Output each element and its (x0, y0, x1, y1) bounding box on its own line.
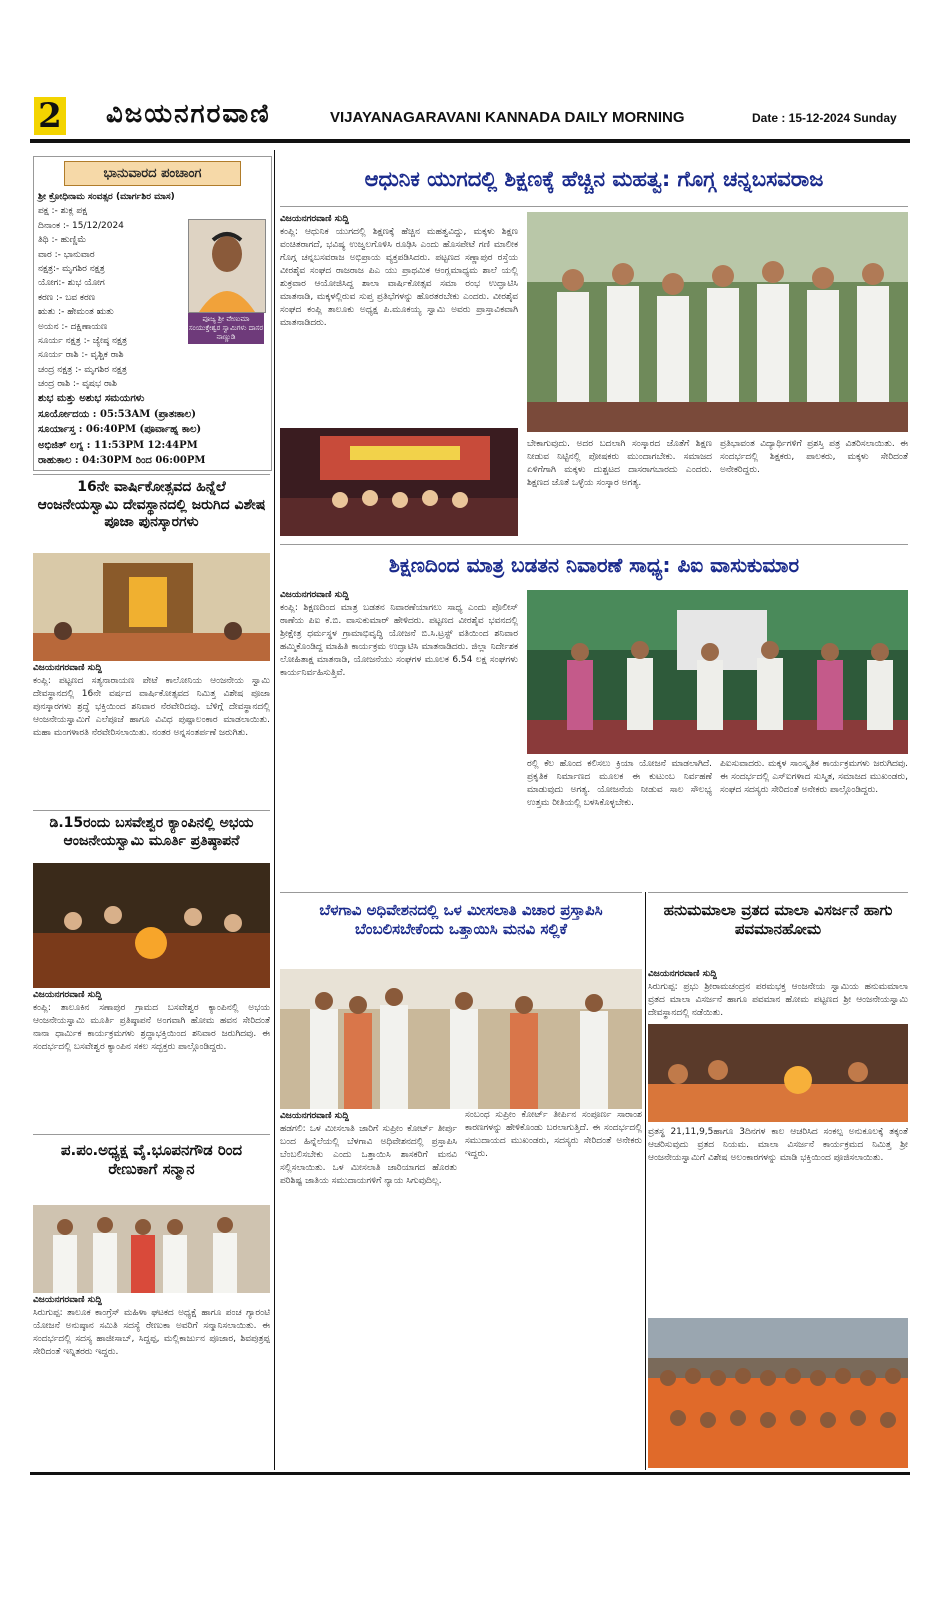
article-renuka-felicitation (33, 1134, 270, 1469)
article-education-text-left (280, 212, 518, 426)
article-body: ಕಂಪ್ಲಿ: ತಾಲೂಕಿನ ಸಣಾಪುರ ಗ್ರಾಮದ ಬಸವೇಶ್ವರ ಕ್ಯಾಂಪಿನಲ್ಲಿ ಅಭಯ ಆಂಜನೇಯಸ್ವಾಮಿ ಮೂರ್ತಿ ಪ್ರತಿಷ್ಠಾಪನೆ ಅಂಗವಾಗಿ ಹೋಮ ಹವನ ಸೇರಿದಂತೆ ನಾನಾ ಧಾರ್ಮಿಕ ಕಾರ್ಯಕ್ರಮಗಳು ಶ್ರದ್ಧಾಭಕ್ತಿಯಿಂದ ಶನಿವಾರ ಜರುಗಿದವು. ಈ ಸಂದರ್ಭದಲ್ಲಿ ಬಸವೇಶ್ವರ ಕ್ಯಾಂಪಿನ ಸಕಲ ಸದ್ಭಕ್ತರು ಪಾಲ್ಗೊಂಡಿದ್ದರು. (33, 1003, 270, 1053)
panchanga-line: ವಾರ :- ಭಾನುವಾರ (38, 249, 95, 260)
article-poverty-headline-box (280, 544, 908, 585)
article-byline: ವಿಜಯನಗರವಾಣಿ ಸುದ್ದಿ (280, 1111, 349, 1121)
page-number: 2 (34, 97, 66, 135)
article-headline: ಬೆಳಗಾವಿ ಅಧಿವೇಶನದಲ್ಲಿ ಒಳ ಮೀಸಲಾತಿ ವಿಚಾರ ಪ್ರಸ್ತಾಪಿಸಿ ಬೆಂಬಲಿಸಬೇಕೆಂದು ಒತ್ತಾಯಿಸಿ ಮನವಿ ಸಲ್ಲಿಕೆ (319, 901, 603, 938)
panchanga-line: ಸೂರ್ಯ ರಾಶಿ :- ವೃಶ್ಚಿಕ ರಾಶಿ (38, 350, 124, 361)
panchanga-line: ಶ್ರೀ ಕ್ರೋಧಿನಾಮ ಸಂವತ್ಸರ (ಮಾರ್ಗಶಿರ ಮಾಸ) (38, 192, 175, 202)
panchanga-line: ನಕ್ಷತ್ರ:- ಮೃಗಶಿರ ನಕ್ಷತ್ರ (38, 263, 105, 274)
page-bottom-rule (30, 1472, 910, 1475)
photo-lamp-lighting (527, 212, 908, 432)
article-byline: ವಿಜಯನಗರವಾಣಿ ಸುದ್ದಿ (648, 969, 717, 979)
article-poverty-text-left (280, 588, 518, 888)
article-byline: ವಿಜಯನಗರವಾಣಿ ಸುದ್ದಿ (280, 590, 349, 600)
newspaper-title-kannada: ವಿಜಯನಗರವಾಣಿ (106, 99, 271, 129)
photo-homa-ritual (33, 863, 270, 988)
masthead (30, 95, 910, 143)
article-body: ಸಿರುಗುಪ್ಪ: ತಾಲೂಕ ಕಾಂಗ್ರೆಸ್ ಮಹಿಳಾ ಘಟಕದ ಅಧ್ಯಕ್ಷೆ ಹಾಗೂ ಪಂಚ ಗ್ಯಾರಂಟಿ ಯೋಜನೆ ಅನುಷ್ಠಾನ ಸಮಿತಿ ಸದಸ್ಯೆ ರೇಣುಕಾ ಅವರಿಗೆ ಸನ್ಮಾನಿಸಲಾಯಿತು. ಈ ಸಂದರ್ಭದಲ್ಲಿ ಸದಸ್ಯ ಹಾಜೀಸಾಬ್, ಸಿದ್ದಪ್ಪ, ಮಲ್ಲಿಕಾರ್ಜುನ ಪೂಜಾರ, ಶಿವಪುತ್ರಪ್ಪ ಸೇರಿದಂತೆ ಇನ್ನಿತರರು ಇದ್ದರು. (33, 1308, 270, 1358)
panchanga-title: ಭಾನುವಾರದ ಪಂಚಾಂಗ (64, 161, 241, 186)
article-body: ರಲ್ಲಿ ಕೆಲ ಹೊಂದ ಕಲಿಸಲು ಕ್ರಿಯಾ ಯೋಜನೆ ಮಾಡಲಾಗಿದೆ. ಪ್ರಕೃತಿಕ ನಿರ್ಮಾಣದ ಮೂಲಕ ಈ ಕುಟುಂಬ ನಿರ್ವಹಣೆ ಮಾಡುವುದು ಅಗತ್ಯ. ಯೋಜನೆಯ ನೀಡುವ ಸಾಲ ಸೌಲಭ್ಯ ಉತ್ತಮ ರೀತಿಯಲ್ಲಿ ಬಳಸಿಕೊಳ್ಳಬೇಕು. (527, 759, 712, 809)
article-anjaneya-anniversary (33, 474, 270, 805)
photo-felicitation (33, 1205, 270, 1293)
panchanga-line: ಪಕ್ಷ :- ಶುಕ್ಲ ಪಕ್ಷ (38, 206, 88, 217)
article-anjaneya-installation (33, 810, 270, 1129)
panchanga-timings-heading: ಶುಭ ಮತ್ತು ಅಶುಭ ಸಮಯಗಳು (38, 393, 145, 405)
panchanga-line: ಋತು :- ಹೇಮಂತ ಋತು (38, 307, 114, 318)
panchanga-box (33, 156, 272, 471)
article-body: ಸಂಬಂಧ ಸುಪ್ರೀಂ ಕೋರ್ಟ್ ತೀರ್ಪಿನ ಸಂಪೂರ್ಣ ಸಾರಾಂಶ ಕಾರಣಗಳನ್ನು ಹೇಳಿಕೊಂಡು ಬರಲಾಗುತ್ತಿದೆ. ಈ ಸಂದರ್ಭದಲ್ಲಿ ಸಮುದಾಯದ ಮುಖಂಡರು, ಸದಸ್ಯರು ಸೇರಿದಂತೆ ಅನೇಕರು ಇದ್ದರು. (465, 1110, 642, 1160)
article-headline: ಹನುಮಮಾಲಾ ವ್ರತದ ಮಾಲಾ ವಿಸರ್ಜನೆ ಹಾಗು ಪವಮಾನಹೋಮ (663, 901, 893, 938)
article-poverty-text-mid (527, 758, 712, 888)
article-headline: ಶಿಕ್ಷಣದಿಂದ ಮಾತ್ರ ಬಡತನ ನಿವಾರಣೆ ಸಾಧ್ಯ: ಪಿಐ ವಾಸುಕುಮಾರ (388, 553, 800, 577)
article-education-text-right (720, 438, 908, 540)
article-poverty-text-right (720, 758, 908, 888)
panchanga-line: ಸೂರ್ಯ ನಕ್ಷತ್ರ :- ಜ್ಯೇಷ್ಠ ನಕ್ಷತ್ರ (38, 335, 127, 346)
swamiji-photo (188, 219, 266, 313)
panchanga-line: ಕರಣ :- ಬವ ಕರಣ (38, 292, 96, 303)
article-education-headline-box (280, 156, 908, 207)
photo-temple-pooja (33, 553, 270, 661)
panchanga-line: ದಿನಾಂಕ :- 15/12/2024 (38, 220, 124, 231)
article-body: ಪ್ರತಿಭಾವಂತ ವಿದ್ಯಾರ್ಥಿಗಳಿಗೆ ಪ್ರಶಸ್ತಿ ಪತ್ರ ವಿತರಿಸಲಾಯಿತು. ಈ ಸಂದರ್ಭದಲ್ಲಿ ಶಿಕ್ಷಕರು, ಪಾಲಕರು, ಮಕ್ಕಳು ಸೇರಿದಂತೆ ಅನೇಕರಿದ್ದರು. (720, 439, 908, 476)
panchanga-timing: ಸೂರ್ಯಾಸ್ತ : 06:40PM (ಪೂರ್ವಾಹ್ನ ಕಾಲ) (38, 424, 202, 436)
article-byline: ವಿಜಯನಗರವಾಣಿ ಸುದ್ದಿ (33, 990, 102, 1000)
article-byline: ವಿಜಯನಗರವಾಣಿ ಸುದ್ದಿ (280, 214, 349, 224)
article-reservation (280, 892, 642, 1471)
swamiji-caption: ಪೂಜ್ಯ ಶ್ರೀ ವೇಣುಮಾ ಸಂಯುಕ್ತೇಶ್ವರ ಸ್ವಾಮಿಗಳು ದಾಸರ ನಾಣ್ಣುಡಿ (188, 313, 264, 344)
photo-devotees-group (648, 1318, 908, 1468)
panchanga-line: ಚಂದ್ರ ನಕ್ಷತ್ರ :- ಮೃಗಶಿರ ನಕ್ಷತ್ರ (38, 364, 127, 375)
panchanga-line: ಅಯನ :- ದಕ್ಷಿಣಾಯಣ (38, 321, 108, 332)
photo-mala-visarjane (648, 1024, 908, 1122)
newspaper-title-english: VIJAYANAGARAVANI KANNADA DAILY MORNING (330, 109, 685, 126)
article-body: ಪಿಐಸುವಾದರು. ಮಕ್ಕಳ ಸಾಂಸ್ಕೃತಿಕ ಕಾರ್ಯಕ್ರಮಗಳು ಜರುಗಿದವು. ಈ ಸಂದರ್ಭದಲ್ಲಿ ಎಸ್ಐಗಳಾದ ಸುಸ್ಮಿತ, ಸಮಾಜದ ಮುಖಂಡರು, ಸಂಘದ ಸದಸ್ಯರು ಸೇರಿದಂತೆ ಅನೇಕರು ಪಾಲ್ಗೊಂಡಿದ್ದರು. (720, 759, 908, 796)
article-body: ವ್ರತಸ್ಥ 21,11,9,5ಹಾಗೂ 3ದಿನಗಳ ಕಾಲ ಆಚರಿಸಿದ ಸಂಕಲ್ಪ ಅನುಕೂಲಕ್ಕೆ ತಕ್ಕಂತೆ ಆಚರಿಸುವುದು ವ್ರತದ ನಿಯಮ. ಮಾಲಾ ವಿಸರ್ಜನೆ ಕಾರ್ಯಕ್ರಮದ ನಿಮಿತ್ತ ಶ್ರೀ ಆಂಜನೇಯಸ್ವಾಮಿಗೆ ವಿಶೇಷ ಅಲಂಕಾರಗಳನ್ನು ಮಾಡಿ ಭಕ್ತಿಯಿಂದ ಪೂಜಿಸಲಾಯಿತು. (648, 1127, 908, 1164)
article-education-text-mid (527, 438, 712, 540)
column-divider (274, 150, 275, 1470)
issue-date: Date : 15-12-2024 Sunday (752, 111, 897, 125)
article-headline: ಪ.ಪಂ.ಅಧ್ಯಕ್ಷ ವೈ.ಭೂಪನಗೌಡ ರಿಂದ ರೇಣುಕಾಗೆ ಸನ್ಮಾನ (60, 1141, 243, 1178)
photo-school-stage (280, 428, 518, 536)
panchanga-line: ಚಂದ್ರ ರಾಶಿ :- ವೃಷಭ ರಾಶಿ (38, 379, 117, 390)
panchanga-line: ಯೋಗ:- ಶುಭ ಯೋಗ (38, 278, 105, 289)
article-body: ಕಂಪ್ಲಿ: ಶಿಕ್ಷಣದಿಂದ ಮಾತ್ರ ಬಡತನ ನಿವಾರಣೆಯಾಗಲು ಸಾಧ್ಯ ಎಂದು ಪೊಲೀಸ್ ಠಾಣೆಯ ಪಿಐ ಕೆ.ಬಿ. ವಾಸುಕುಮಾರ್ ಹೇಳಿದರು. ಪಟ್ಟಣದ ವೀರಶೈವ ಭವನದಲ್ಲಿ ಶ್ರೀಕ್ಷೇತ್ರ ಧರ್ಮಸ್ಥಳ ಗ್ರಾಮಾಭಿವೃದ್ಧಿ ಯೋಜನೆ ಬಿ.ಸಿ.ಟ್ರಸ್ಟ್ ವತಿಯಿಂದ ಶನಿವಾರ ಹಮ್ಮಿಕೊಂಡಿದ್ದ ಮಾಹಿತಿ ಕಾರ್ಯಕ್ರಮ ಉದ್ಘಾಟಿಸಿ ಮಾತನಾಡಿದರು. ಜಿಲ್ಲಾ ನಿರ್ದೇಶಕ ಲೋಹಿತಾಕ್ಷ ಮಾತನಾಡಿ, ಯೋಜನೆಯು ಸಂಘಗಳ ಮೂಲಕ 6.54 ಲಕ್ಷ ಸಂಘಗಳು ಕಾರ್ಯನಿರ್ವಹಿಸುತ್ತಿವೆ. (280, 603, 518, 679)
panchanga-timing: ರಾಹುಕಾಲ : 04:30PM ರಿಂದ 06:00PM (38, 455, 206, 467)
article-hanumamala (648, 892, 908, 1471)
article-headline: 16ನೇ ವಾರ್ಷಿಕೋತ್ಸವದ ಹಿನ್ನೆಲೆ ಆಂಜನೇಯಸ್ವಾಮಿ ದೇವಸ್ಥಾನದಲ್ಲಿ ಜರುಗಿದ ವಿಶೇಷ ಪೂಜಾ ಪುನಸ್ಕಾರಗಳು (37, 479, 266, 530)
column-divider (645, 892, 646, 1470)
article-body: ಹಡಗಲಿ: ಒಳ ಮೀಸಲಾತಿ ಜಾರಿಗೆ ಸುಪ್ರೀಂ ಕೋರ್ಟ್ ತೀರ್ಪು ಬಂದ ಹಿನ್ನೆಲೆಯಲ್ಲಿ ಬೆಳಗಾವಿ ಅಧಿವೇಶನದಲ್ಲಿ ಪ್ರಸ್ತಾಪಿಸಿ ಬೆಂಬಲಿಸಬೇಕು ಎಂದು ಒತ್ತಾಯಿಸಿ ಶಾಸಕರಿಗೆ ಮನವಿ ಸಲ್ಲಿಸಲಾಯಿತು. ಒಳ ಮೀಸಲಾತಿ ಜಾರಿಯಾಗದ ಹೊರತು ಪರಿಶಿಷ್ಟ ಜಾತಿಯ ಸಮುದಾಯಗಳಿಗೆ ನ್ಯಾಯ ಸಿಗುವುದಿಲ್ಲ. (280, 1124, 457, 1187)
article-headline: ಡಿ.15ರಂದು ಬಸವೇಶ್ವರ ಕ್ಯಾಂಪಿನಲ್ಲಿ ಅಭಯ ಆಂಜನೇಯಸ್ವಾಮಿ ಮೂರ್ತಿ ಪ್ರತಿಷ್ಠಾಪನೆ (49, 815, 254, 849)
photo-awareness-program (527, 590, 908, 754)
article-body: ಸಿರುಗುಪ್ಪ: ಪ್ರಭು ಶ್ರೀರಾಮಚಂದ್ರನ ಪರಮಭಕ್ತ ಆಂಜನೇಯ ಸ್ವಾಮಿಯ ಹನುಮಮಾಲಾ ವ್ರತದ ಮಾಲಾ ವಿಸರ್ಜನೆ ಹಾಗೂ ಪವಮಾನ ಹೋಮ ಪಟ್ಟಣದ ಶ್ರೀ ಆಂಜನೇಯಸ್ವಾಮಿ ದೇವಸ್ಥಾನದಲ್ಲಿ ನಡೆಯಿತು. (648, 982, 908, 1019)
article-body: ಕಂಪ್ಲಿ: ಆಧುನಿಕ ಯುಗದಲ್ಲಿ ಶಿಕ್ಷಣಕ್ಕೆ ಹೆಚ್ಚಿನ ಮಹತ್ವವಿದ್ದು, ಮಕ್ಕಳು ಶಿಕ್ಷಣ ವಂಚಿತರಾಗದೆ, ಭವಿಷ್ಯ ಉಜ್ವಲಗೊಳಿಸಿ ರೂಢಿಸಿ ಎಂದು ಹೊಸಪೇಟೆ ಗಣಿ ಮಾಲೀಕ ಗೊಗ್ಗ ಚನ್ನಬಸವರಾಜ ಅಭಿಪ್ರಾಯ ವ್ಯಕ್ತಪಡಿಸಿದರು. ಪಟ್ಟಣದ ಸಣ್ಣಾಪುರ ರಸ್ತೆಯ ವೀರಶೈವ ಸಂಘದ ರಾಜರಾಜ ಪಿಎ ಯು ಪ್ರಾಥಮಿಕ ಆಂಗ್ಲಮಾಧ್ಯಮ ಶಾಲೆ ಯಲ್ಲಿ ಶುಕ್ರವಾರ ಆಯೋಜಿಸಿದ್ದ ಶಾಲಾ ವಾರ್ಷಿಕೋತ್ಸವ ಸಮಾ ರಂಭ ಉದ್ಘಾಟಿಸಿ ಮಾತನಾಡಿ, ಮಕ್ಕಳಲ್ಲಿರುವ ಸುಪ್ತ ಪ್ರತಿಭೆಗಳನ್ನು ಹೊರತರಬೇಕು ಎಂದರು. ವೀರಶೈವ ಸಂಘದ ಕಂಪ್ಲಿ ತಾಲೂಕು ಅಧ್ಯಕ್ಷ ಪಿ.ಮೂಕಯ್ಯ ಸ್ವಾಮಿ ಅವರು ಪ್ರಾಸ್ತಾವಿಕವಾಗಿ ಮಾತನಾಡಿದರು. (280, 227, 518, 329)
photo-memorandum (280, 969, 642, 1109)
panchanga-timing (38, 469, 267, 471)
article-byline: ವಿಜಯನಗರವಾಣಿ ಸುದ್ದಿ (33, 663, 102, 673)
panchanga-line: ತಿಥಿ :- ಹುಣ್ಣಿಮೆ (38, 235, 87, 246)
panchanga-timing: ಅಭಿಜಿತ್ ಲಗ್ನ : 11:53PM 12:44PM (38, 439, 198, 451)
article-byline: ವಿಜಯನಗರವಾಣಿ ಸುದ್ದಿ (33, 1295, 102, 1305)
article-body: ಬೇಕಾಗುವುದು. ಅದರ ಬದಲಾಗಿ ಸಂಸ್ಕಾರದ ಜೊತೆಗೆ ಶಿಕ್ಷಣ ನೀಡುವ ನಿಟ್ಟಿನಲ್ಲಿ ಪೋಷಕರು ಮುಂದಾಗಬೇಕು. ಸಮಾಜದ ಏಳಿಗೆಗಾಗಿ ಮಕ್ಕಳು ದುಶ್ಚಟದ ದಾಸರಾಗಬಾರದು ಎಂದರು. ಶಿಕ್ಷಣದ ಜೊತೆ ಒಳ್ಳೆಯ ಸಂಸ್ಕಾರ ಅಗತ್ಯ. (527, 439, 712, 489)
article-body: ಕಂಪ್ಲಿ: ಪಟ್ಟಣದ ಸತ್ಯನಾರಾಯಣ ಪೇಟೆ ಕಾಲೋನಿಯ ಆಂಜನೇಯ ಸ್ವಾಮಿ ದೇವಸ್ಥಾನದಲ್ಲಿ 16ನೇ ವರ್ಷದ ವಾರ್ಷಿಕೋತ್ಸವದ ನಿಮಿತ್ತ ವಿಶೇಷ ಪೂಜಾ ಪುನಸ್ಕಾರಗಳು ಶ್ರದ್ಧೆ ಭಕ್ತಿಯಿಂದ ಶನಿವಾರ ನೆರವೇರಿದವು. ಬೆಳಿಗ್ಗೆ ದೇವಸ್ಥಾನದಲ್ಲಿ ಆಂಜನೇಯಸ್ವಾಮಿಗೆ ಎಲೆಪೂಜೆ ಹಾಗೂ ವಿವಿಧ ಪುಷ್ಪಾಲಂಕಾರ ಮಾಡಲಾಯಿತು. ಮಹಾ ಮಂಗಳಾರತಿ ನೆರವೇರಿಸಲಾಯಿತು. ನಂತರ ಅನ್ನಸಂತರ್ಪಣೆ ಜರುಗಿತು. (33, 676, 270, 739)
article-headline: ಆಧುನಿಕ ಯುಗದಲ್ಲಿ ಶಿಕ್ಷಣಕ್ಕೆ ಹೆಚ್ಚಿನ ಮಹತ್ವ: ಗೊಗ್ಗ ಚನ್ನಬಸವರಾಜ (364, 167, 824, 191)
panchanga-timing: ಸೂರ್ಯೋದಯ : 05:53AM (ಪ್ರಾತಃಕಾಲ) (38, 408, 196, 420)
